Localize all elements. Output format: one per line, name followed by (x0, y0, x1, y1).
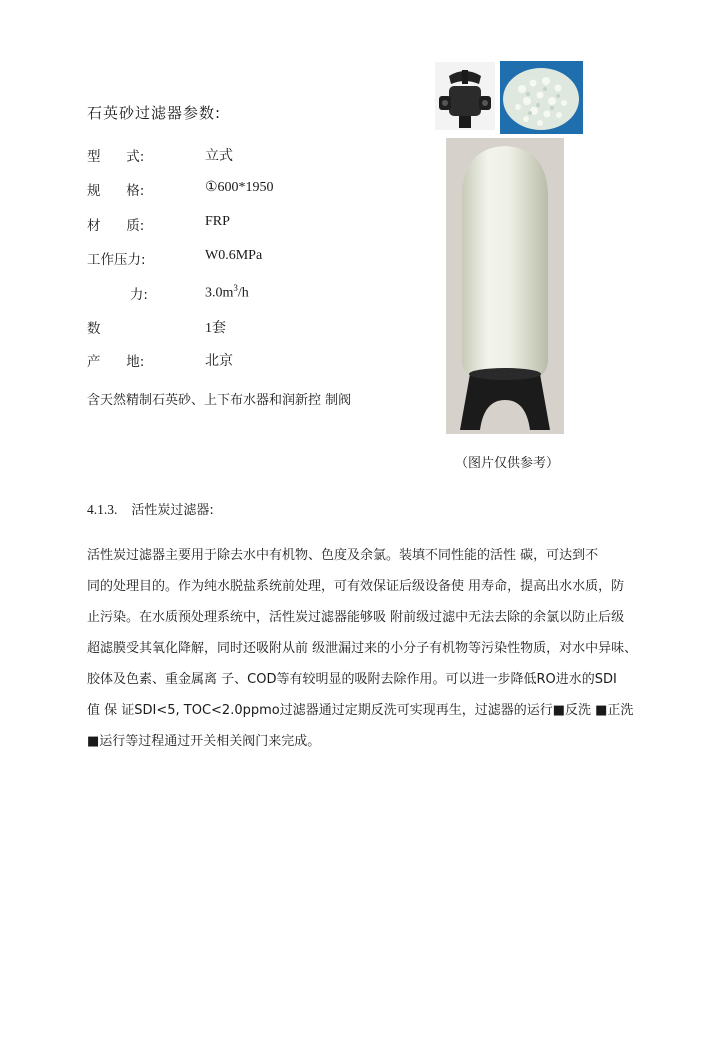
spec-value: 1套 (205, 321, 226, 336)
spec-label: 力: (87, 287, 148, 303)
paragraph-line: 胶体及色素、重金属离 子、COD等有较明显的吸附去除作用。可以进一步降低RO进水的SDI (87, 672, 617, 687)
quartz-sand-image (500, 61, 583, 134)
section-title: 活性炭过滤器: (131, 503, 214, 518)
frp-tank-image (446, 138, 564, 434)
spec-title: 石英砂过滤器参数: (87, 104, 222, 122)
paragraph-line: 活性炭过滤器主要用于除去水中有机物、色度及余氯。装填不同性能的活性 碳，可达到不 (87, 548, 599, 563)
paragraph-line: 同的处理目的。作为纯水脱盐系统前处理，可有效保证后级设备使 用寿命，提高出水水质，防 (87, 579, 625, 594)
spec-value: ①600*1950 (205, 180, 274, 195)
spec-label: 工作压力: (87, 252, 146, 268)
section-heading (87, 499, 214, 518)
spec-value: FRP (205, 214, 230, 229)
paragraph-line: 值 保 证SDI<5, TOC<2.0ppmo过滤器通过定期反洗可实现再生，过滤器的运行■反洗 ■正洗 (87, 703, 634, 718)
control-valve-image (435, 62, 495, 130)
flow-value: 3.0m (205, 285, 234, 301)
paragraph-line: 止污染。在水质预处理系统中，活性炭过滤器能够吸 附前级过滤中无法去除的余氯以防止后级 (87, 610, 625, 625)
spec-label: 数 (87, 321, 101, 337)
spec-label: 型 式: (87, 149, 145, 165)
flow-unit-tail: /h (237, 285, 249, 301)
spec-value: 北京 (205, 354, 233, 369)
section-number: 4.1.3. (87, 502, 118, 517)
spec-note: 含天然精制石英砂、上下布水器和润新控 制阀 (87, 393, 352, 408)
spec-label: 规 格: (87, 183, 145, 199)
figure-caption: （图片仅供参考） (455, 456, 560, 471)
paragraph-line: ■运行等过程通过开关相关阀门来完成。 (87, 734, 321, 749)
body-paragraph (87, 540, 647, 757)
spec-label: 材 质: (87, 218, 145, 234)
spec-value: 立式 (205, 149, 233, 164)
spec-value: W0.6MPa (205, 248, 263, 263)
spec-label: 产 地: (87, 354, 145, 370)
paragraph-line: 超滤膜受其氧化降解，同时还吸附从前 级泄漏过来的小分子有机物等污染性物质，对水中异味、 (87, 641, 638, 656)
flow-exponent: 3 (233, 283, 238, 293)
spec-value (205, 283, 249, 302)
